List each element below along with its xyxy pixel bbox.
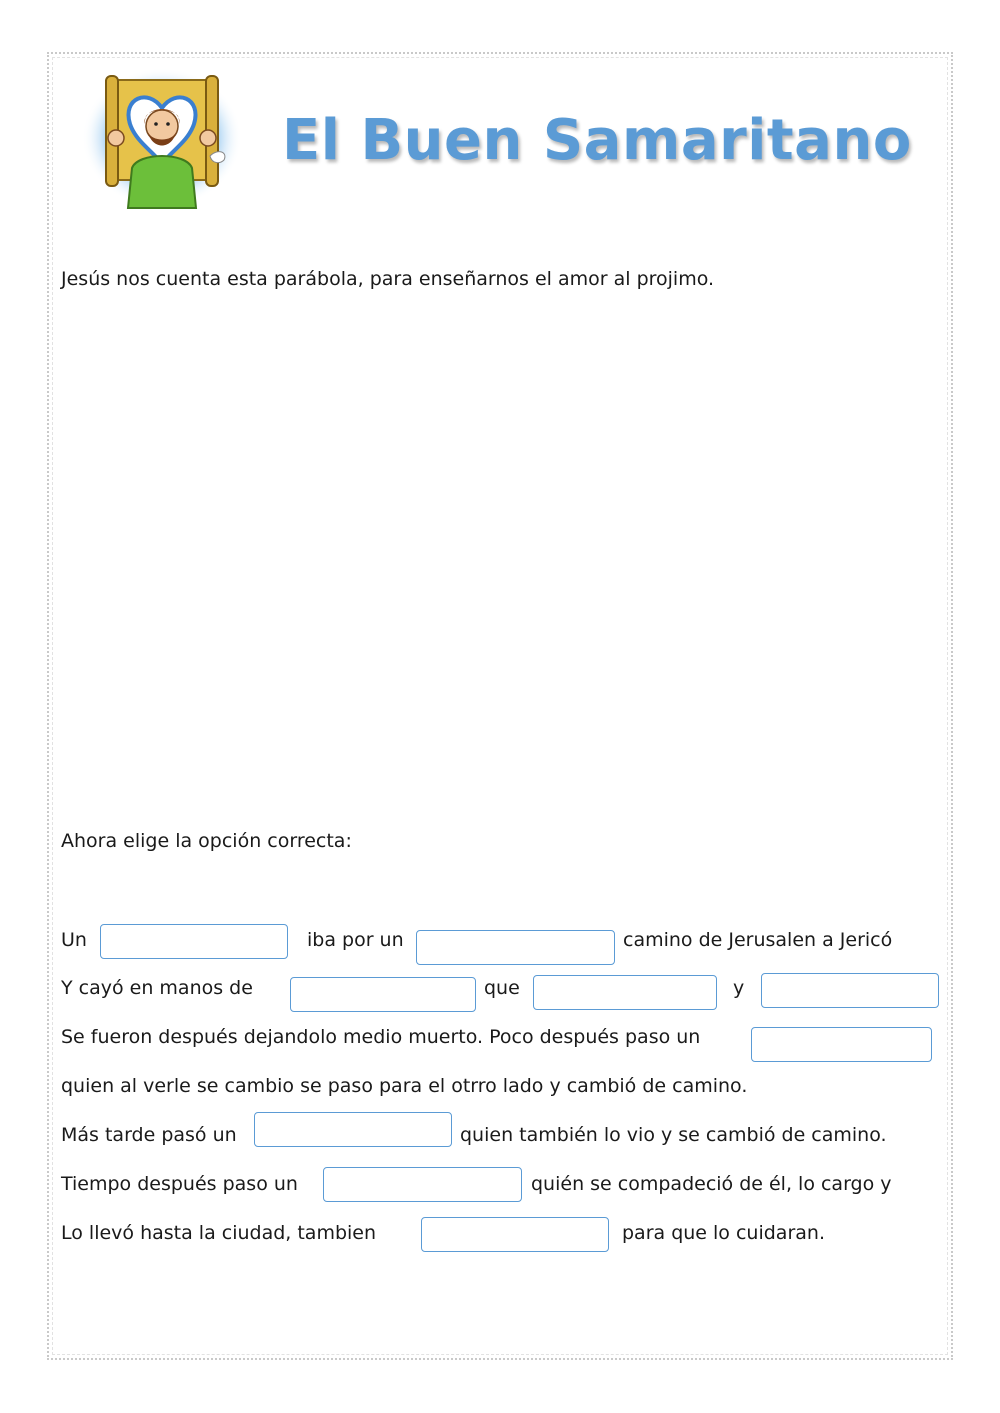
intro-text: Jesús nos cuenta esta parábola, para enseñarnos el amor al projimo. [61, 268, 715, 290]
answer-blank-6[interactable] [751, 1027, 932, 1062]
line3-text: Se fueron después dejandolo medio muerto. Poco después paso un [61, 1026, 701, 1048]
page-border-inner [52, 57, 948, 1355]
line5-text-b: quien también lo vio y se cambió de camino. [460, 1124, 887, 1146]
line7-text-b: para que lo cuidaran. [622, 1222, 825, 1244]
line7-text-a: Lo llevó hasta la ciudad, tambien [61, 1222, 377, 1244]
line2-text-c: y [733, 977, 745, 999]
line4-text: quien al verle se cambio se paso para el otrro lado y cambió de camino. [61, 1075, 748, 1097]
line6-text-a: Tiempo después paso un [61, 1173, 298, 1195]
page-title: El Buen Samaritano [282, 108, 912, 173]
answer-blank-2[interactable] [416, 930, 615, 965]
line2-text-a: Y cayó en manos de [61, 977, 253, 999]
line1-text-b: iba por un [307, 929, 404, 951]
jesus-scroll-icon [78, 68, 246, 214]
line2-text-b: que [484, 977, 520, 999]
line1-text-c: camino de Jerusalen a Jericó [623, 929, 893, 951]
answer-blank-9[interactable] [421, 1217, 609, 1252]
answer-blank-7[interactable] [254, 1112, 452, 1147]
answer-blank-3[interactable] [290, 977, 476, 1012]
line6-text-b: quién se compadeció de él, lo cargo y [531, 1173, 892, 1195]
line5-text-a: Más tarde pasó un [61, 1124, 237, 1146]
answer-blank-5[interactable] [761, 973, 939, 1008]
answer-blank-8[interactable] [323, 1167, 522, 1202]
line1-text-a: Un [61, 929, 87, 951]
answer-blank-4[interactable] [533, 975, 717, 1010]
instruction-text: Ahora elige la opción correcta: [61, 830, 352, 852]
answer-blank-1[interactable] [100, 924, 288, 959]
